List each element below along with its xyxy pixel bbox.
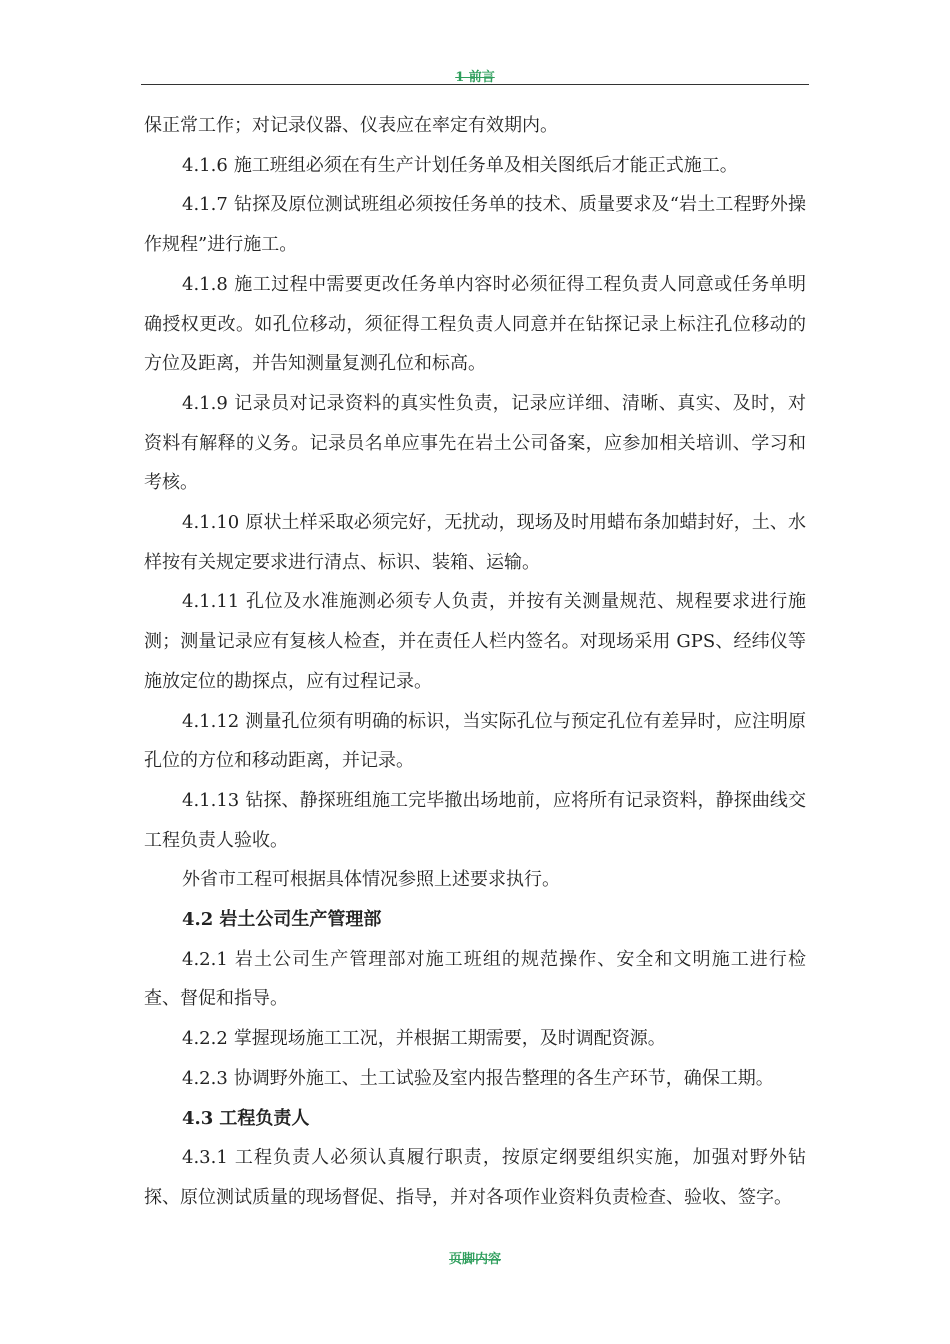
clause-number: 4.1.13 (182, 789, 240, 811)
clause-number: 4.1.7 (182, 194, 228, 216)
clause-number: 4.1.11 (182, 591, 240, 613)
clause-number: 4.2.2 (182, 1028, 228, 1050)
clause-number: 4.1.10 (182, 512, 240, 534)
clause-text: 岩土公司生产管理部对施工班组的规范操作、安全和文明施工进行检查、督促和指导。 (144, 948, 806, 1010)
paragraph (144, 106, 806, 146)
clause-number: 4.2.3 (182, 1067, 228, 1089)
clause-text: 工程负责人必须认真履行职责，按原定纲要组织实施，加强对野外钻探、原位测试质量的现场督促、指导，并对各项作业资料负责检查、验收、签字。 (144, 1147, 806, 1208)
paragraph-text: 外省市工程可根据具体情况参照上述要求执行。 (182, 869, 560, 891)
heading-number: 4.2 (182, 909, 214, 931)
section-heading-4-2 (144, 900, 806, 940)
clause-text: 钻探及原位测试班组必须按任务单的技术、质量要求及“岩土工程野外操作规程”进行施工。 (144, 194, 806, 256)
clause-4-1-10 (144, 503, 806, 582)
clause-text: 协调野外施工、土工试验及室内报告整理的各生产环节，确保工期。 (233, 1067, 774, 1089)
clause-4-1-11 (144, 582, 806, 701)
clause-text: 施工过程中需要更改任务单内容时必须征得工程负责人同意或任务单明确授权更改。如孔位移动，须征得工程负责人同意并在钻探记录上标注孔位移动的方位及距离，并告知测量复测孔位和标高。 (144, 273, 806, 375)
clause-number: 4.1.9 (182, 392, 228, 414)
paragraph (144, 860, 806, 900)
clause-text: 钻探、静探班组施工完毕撤出场地前，应将所有记录资料，静探曲线交工程负责人验收。 (144, 789, 806, 851)
clause-4-1-6 (144, 146, 806, 186)
clause-text: 记录员对记录资料的真实性负责，记录应详细、清晰、真实、及时，对资料有解释的义务。记录员名单应事先在岩土公司备案，应参加相关培训、学习和考核。 (144, 392, 806, 494)
clause-4-2-2 (144, 1019, 806, 1059)
clause-4-2-3 (144, 1059, 806, 1099)
clause-4-2-1 (144, 940, 806, 1019)
clause-4-1-13 (144, 781, 806, 860)
clause-text: 掌握现场施工工况，并根据工期需要，及时调配资源。 (233, 1028, 666, 1050)
clause-4-1-12 (144, 702, 806, 781)
clause-number: 4.1.12 (182, 710, 240, 732)
header-rule (141, 84, 809, 85)
page-header: 1 前言 (455, 70, 495, 85)
clause-text: 测量孔位须有明确的标识，当实际孔位与预定孔位有差异时，应注明原孔位的方位和移动距离，并记录。 (144, 710, 806, 772)
clause-text: 孔位及水准施测必须专人负责，并按有关测量规范、规程要求进行施测；测量记录应有复核人检查，并在责任人栏内签名。对现场采用 GPS、经纬仪等施放定位的勘探点，应有过程记录。 (144, 591, 806, 692)
clause-number: 4.1.6 (182, 154, 228, 176)
page-footer: 页脚内容 (448, 1252, 501, 1267)
clause-number: 4.3.1 (182, 1147, 228, 1169)
clause-4-1-8 (144, 265, 806, 384)
clause-4-3-1 (144, 1138, 806, 1217)
heading-text: 岩土公司生产管理部 (219, 909, 382, 931)
clause-number: 4.2.1 (182, 948, 228, 970)
clause-4-1-9 (144, 384, 806, 503)
heading-text: 工程负责人 (219, 1107, 310, 1129)
document-body (144, 106, 806, 1218)
paragraph-text: 保正常工作；对记录仪器、仪表应在率定有效期内。 (144, 115, 558, 136)
section-heading-4-3 (144, 1099, 806, 1139)
clause-text: 施工班组必须在有生产计划任务单及相关图纸后才能正式施工。 (233, 154, 738, 176)
heading-number: 4.3 (182, 1107, 214, 1129)
clause-number: 4.1.8 (182, 273, 228, 295)
clause-text: 原状土样采取必须完好，无扰动，现场及时用蜡布条加蜡封好，土、水样按有关规定要求进行清点、标识、装箱、运输。 (144, 512, 806, 573)
clause-4-1-7 (144, 185, 806, 264)
